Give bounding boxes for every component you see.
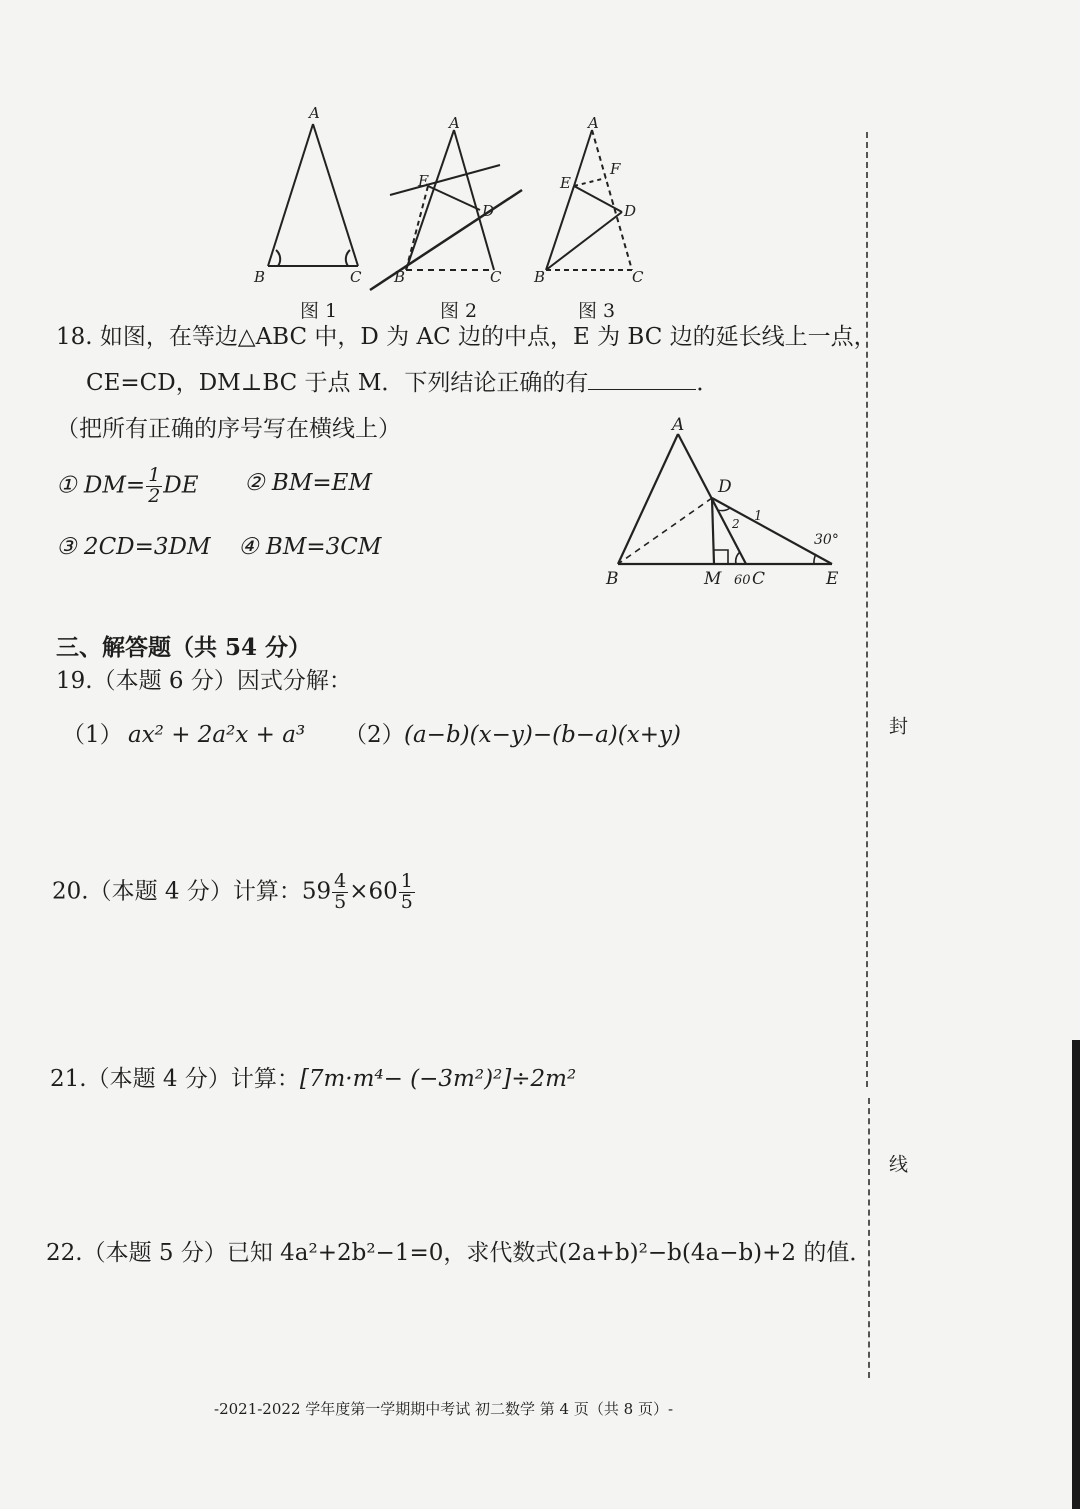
q22-line: 22.（本题 5 分）已知 4a²+2b²−1=0，求代数式(2a+b)²−b(4a−b)+2 的值． bbox=[46, 1240, 873, 1266]
q20-whole-2: 60 bbox=[368, 878, 398, 905]
figure-3 bbox=[546, 130, 632, 270]
fig2-label-a: A bbox=[449, 114, 460, 132]
figure-group-top bbox=[240, 100, 680, 320]
q18-label-c: C bbox=[752, 569, 766, 589]
fig2-label-c: C bbox=[490, 268, 502, 286]
figure-2 bbox=[370, 130, 522, 290]
figure-1 bbox=[268, 124, 358, 266]
q18-opt1-fraction bbox=[146, 466, 162, 507]
q20-f1-den: 5 bbox=[334, 890, 347, 913]
fig3-label-a: A bbox=[588, 114, 599, 132]
q18-mark-1: 1 bbox=[754, 509, 763, 524]
q20-times: × bbox=[349, 878, 369, 905]
fig2-label-e: E bbox=[418, 172, 429, 190]
q19-part2-expr: (a−b)(x−y)−(b−a)(x+y) bbox=[404, 722, 681, 748]
q20-fraction-1 bbox=[332, 872, 348, 913]
q18-option-1 bbox=[56, 466, 199, 507]
q21-stem: 21.（本题 4 分）计算： bbox=[50, 1066, 300, 1092]
margin-line-char: 线 bbox=[886, 1154, 908, 1173]
q19-stem: 19.（本题 6 分）因式分解： bbox=[56, 668, 352, 694]
q20-f2-num: 1 bbox=[400, 870, 413, 892]
q18-label-b: B bbox=[606, 569, 619, 589]
section-3-title: 三、解答题（共 54 分） bbox=[56, 634, 312, 661]
q18-label-a: A bbox=[672, 415, 685, 435]
q18-mark-2: 2 bbox=[732, 517, 740, 531]
fig3-caption: 图 3 bbox=[578, 300, 616, 322]
q18-label-m: M bbox=[704, 569, 722, 589]
q21-expr: [7m·m⁴− (−3m²)²]÷2m² bbox=[299, 1066, 577, 1092]
q18-opt1-den: 2 bbox=[148, 484, 161, 507]
fig3-label-d: D bbox=[624, 202, 637, 220]
q20-whole-1: 59 bbox=[301, 878, 332, 905]
q19-part1-label: （1） bbox=[62, 722, 123, 748]
fig2-label-d: D bbox=[482, 202, 495, 220]
q19-part1-expr: ax² + 2a²x + a³ bbox=[128, 722, 306, 748]
fig1-caption: 图 1 bbox=[300, 300, 338, 322]
page-footer: -2021-2022 学年度第一学期期中考试 初二数学 第 4 页（共 8 页）- bbox=[214, 1400, 674, 1418]
q18-line1: 18. 如图，在等边△ABC 中，D 为 AC 边的中点，E 为 BC 边的延长线上一点， bbox=[56, 324, 877, 350]
fig3-label-f: F bbox=[610, 160, 621, 178]
q18-figure bbox=[596, 412, 846, 592]
q18-option-4: ④ BM=3CM bbox=[238, 534, 382, 560]
q18-option-3: ③ 2CD=3DM bbox=[56, 534, 211, 560]
margin-seal-char: 封 bbox=[886, 716, 908, 735]
q18-label-e: E bbox=[826, 569, 839, 589]
q18-option-2: ② BM=EM bbox=[244, 470, 372, 496]
scan-edge-shadow bbox=[1072, 1040, 1080, 1509]
q18-opt1-num: 1 bbox=[148, 464, 161, 486]
q18-label-d: D bbox=[718, 477, 732, 497]
fig2-label-b: B bbox=[394, 268, 406, 286]
q18-mark-30: 30° bbox=[814, 532, 839, 548]
q18-opt1-prefix: ① DM= bbox=[56, 472, 146, 499]
q18-answer-blank[interactable] bbox=[588, 371, 696, 390]
fig3-label-b: B bbox=[534, 268, 546, 286]
q18-opt1-suffix: DE bbox=[163, 472, 199, 499]
binding-line-upper bbox=[866, 132, 868, 1087]
q20-stem: 20.（本题 4 分）计算： bbox=[52, 878, 302, 905]
q18-mark-60: 60 bbox=[734, 573, 751, 588]
q18-note: （把所有正确的序号写在横线上） bbox=[56, 416, 401, 442]
q20-f1-num: 4 bbox=[334, 870, 347, 892]
q21-line bbox=[50, 1066, 576, 1094]
fig3-label-e: E bbox=[560, 174, 571, 192]
q18-line2-end: ． bbox=[696, 370, 720, 396]
binding-line-lower bbox=[868, 1098, 870, 1378]
fig3-label-c: C bbox=[632, 268, 644, 286]
fig2-caption: 图 2 bbox=[440, 300, 478, 322]
fig1-label-c: C bbox=[350, 268, 362, 286]
q20-line bbox=[52, 872, 416, 913]
q20-f2-den: 5 bbox=[400, 890, 413, 913]
q18-line2 bbox=[86, 370, 719, 398]
fig1-label-a: A bbox=[309, 104, 320, 122]
q19-part2-label: （2） bbox=[344, 722, 405, 748]
q20-fraction-2 bbox=[399, 872, 415, 913]
fig1-label-b: B bbox=[254, 268, 266, 286]
q18-line2-text: CE=CD，DM⊥BC 于点 M．下列结论正确的有 bbox=[86, 370, 589, 396]
